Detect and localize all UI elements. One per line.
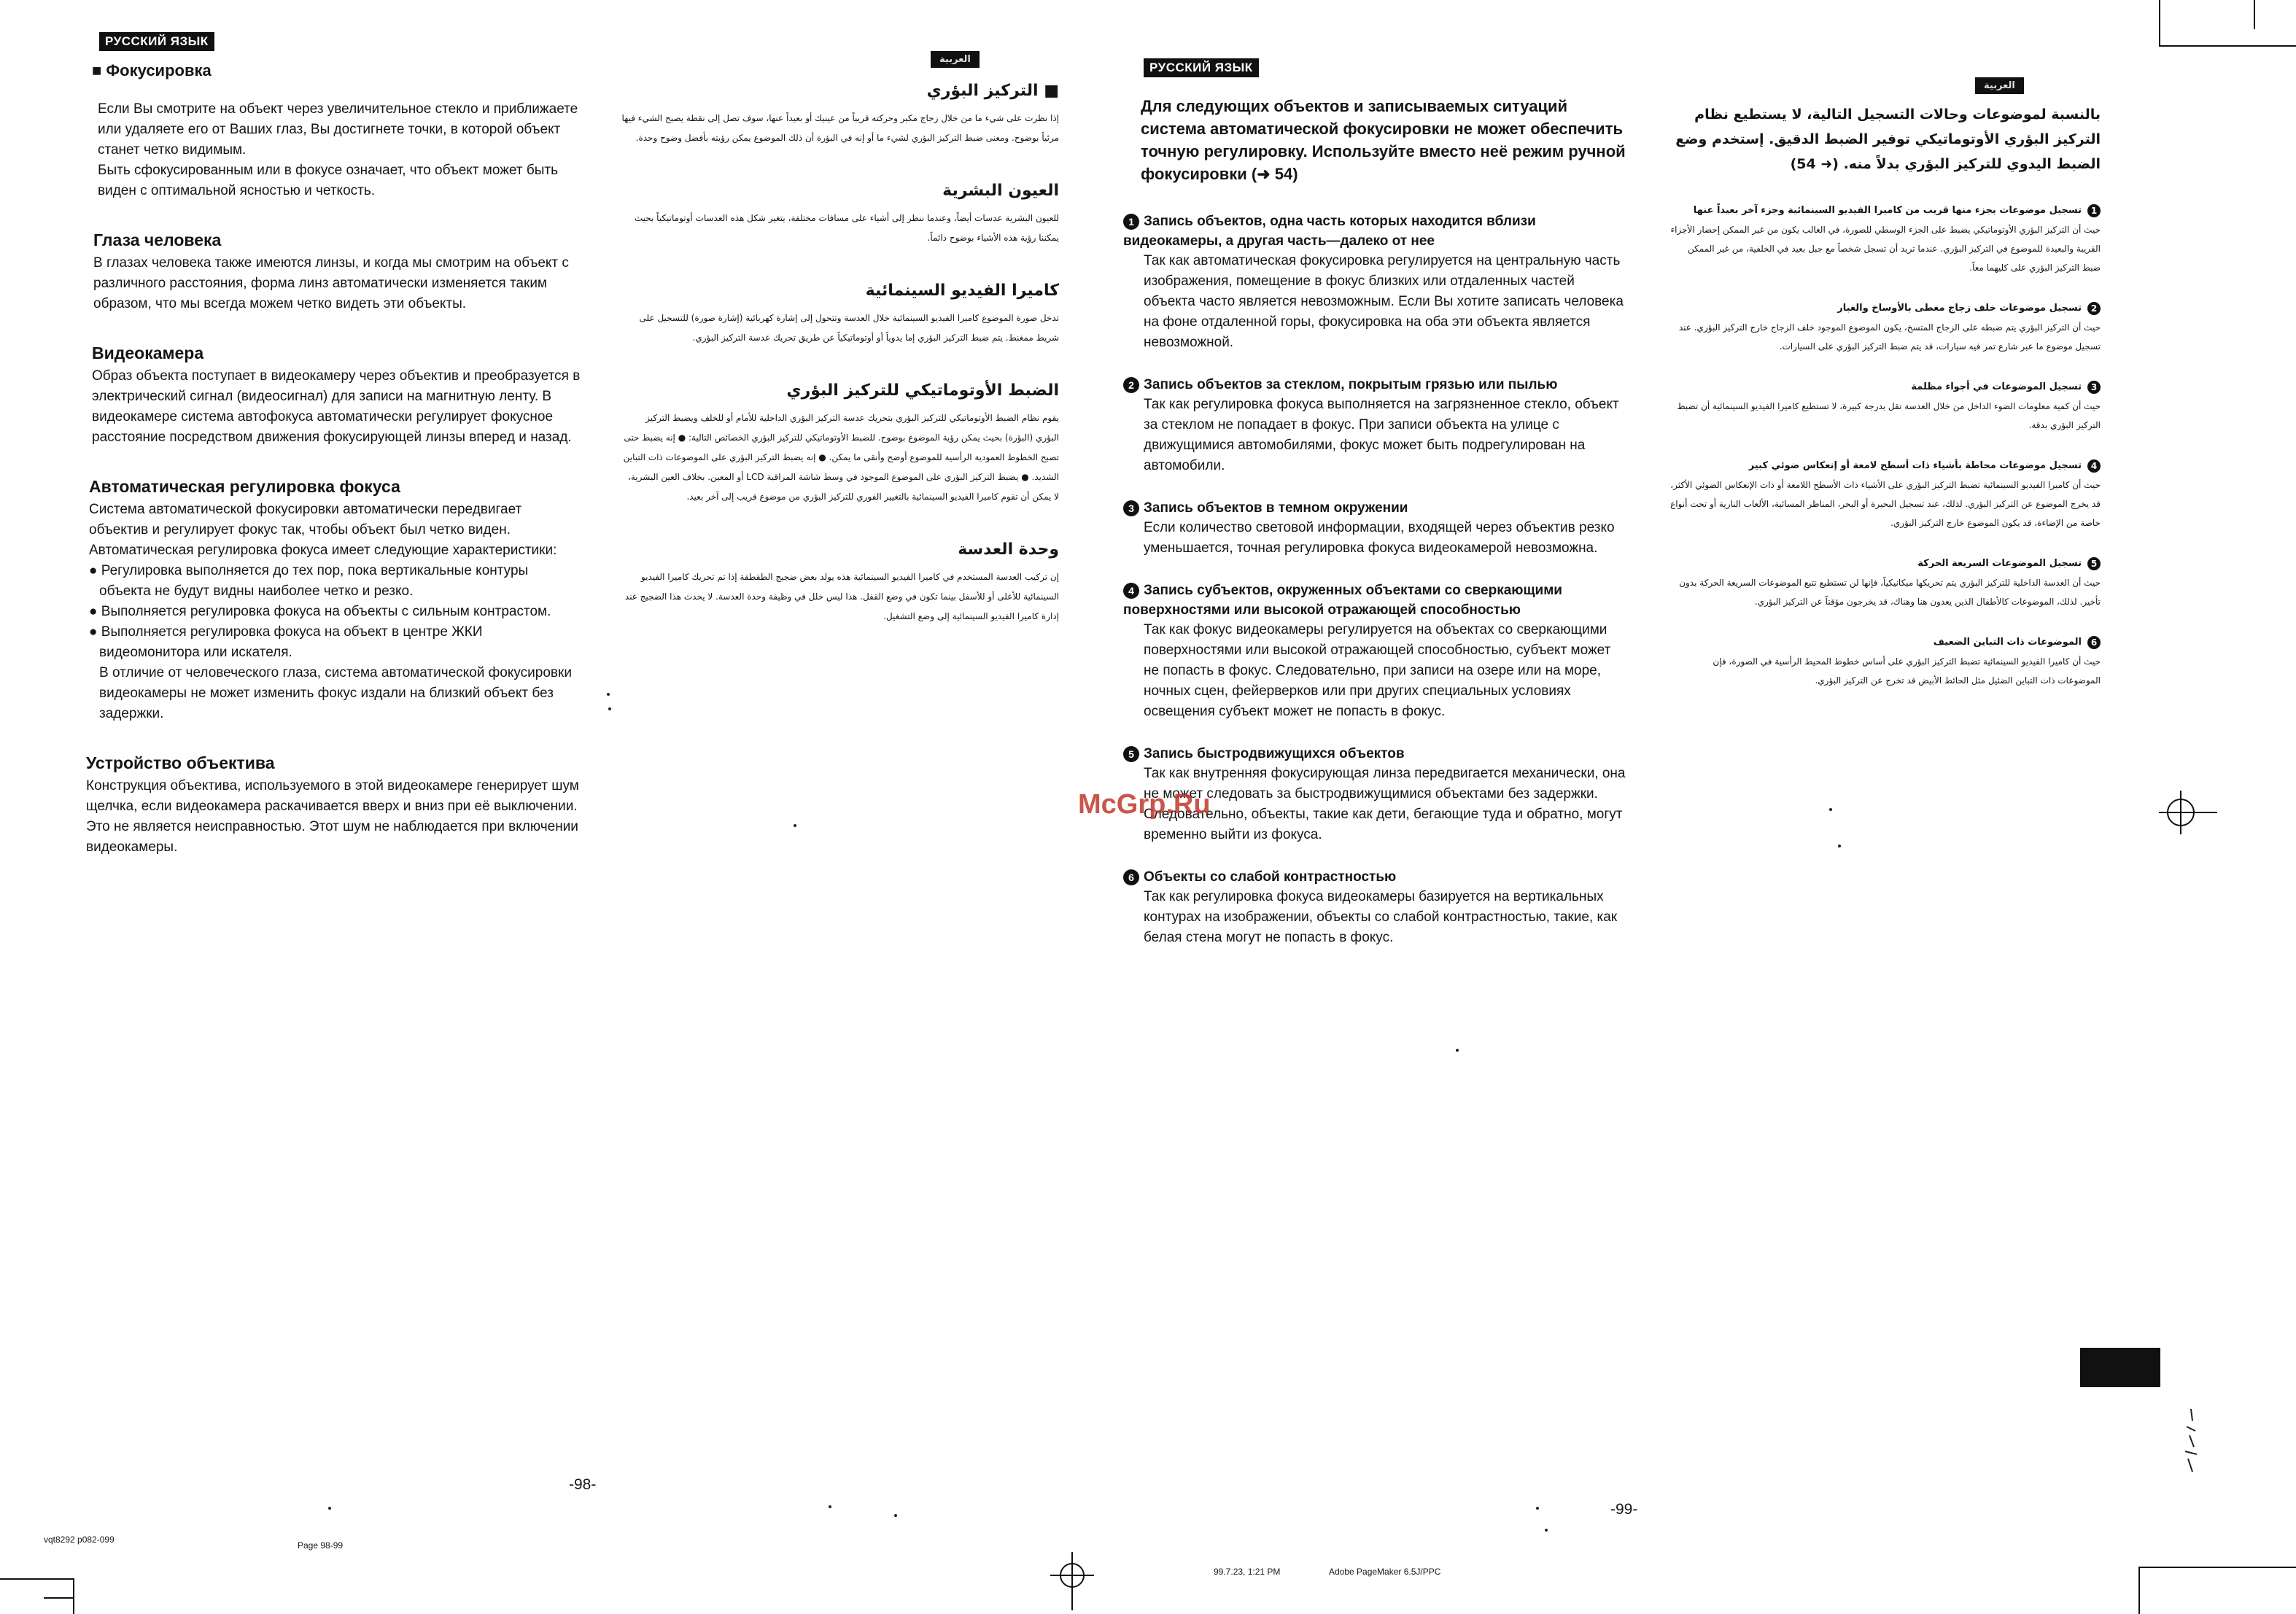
arabic-item-title-text: الموضوعات ذات التباين الضعيف [1933,637,2082,648]
arabic-list [1670,201,2101,690]
paragraph: Если Вы смотрите на объект через увеличительное стекло и приближаете или удаляете его от Ваших глаз, Вы достигнете точки, в которой объект станет четко видимым. [98,101,578,158]
timestamp: 99.7.23, 1:21 PM [1214,1567,1281,1577]
arabic-section [621,282,1059,348]
item-text: Так как регулировка фокуса видеокамеры базируется на вертикальных контурах на изображении, объекты со слабой контрастностью, такие, как белая стена могут не попасть в фокус. [1144,889,1618,945]
section-auto-focus [89,477,582,724]
list-item [1123,867,1626,948]
software-label: Adobe PageMaker 6.5J/PPC [1329,1567,1441,1577]
paragraph: Быть сфокусированным или в фокусе означает, что объект может быть виден с оптимальной ясностью и четкость. [98,163,558,198]
arabic-item-text: حيث أن العدسة الداخلية للتركيز البؤري يتم تحريكها ميكانيكياً، فإنها لن تستطيع تتبع الموضوعات السريعة الحركة بدون تأخير. لذلك، الموضوعات كالأطفال الذين يعدون هنا وهناك، قد يخرجون مؤقتاً عن التركيز البؤري. [1679,578,2101,607]
arabic-section [621,182,1059,248]
handwritten-mark [2176,1406,2206,1479]
speck [1829,808,1832,811]
crop-mark [2138,1567,2140,1614]
paragraph: Конструкция объектива, используемого в этой видеокамере генерирует шум щелчка, если видеокамера раскачивается вверх и вниз при её выключении. Это не является неисправностью. Этот шум не наблюдается при включении видеокамеры. [86,778,579,855]
item-text: Так как автоматическая фокусировка регулируется на центральную часть изображения, помещение в фокус близких или отдаленных частей объекта часто является невозможным. Если Вы хотите записать человека на фоне отдаленной горы, фокусировка на оба эти объекта является невозможной. [1144,253,1624,350]
arabic-item-title [1670,633,2101,652]
arabic-item-text: حيث أن كاميرا الفيديو السينمائية تضبط التركيز البؤري على الأشياء ذات الأسطح اللامعة أو ذات الإنعكاس الضوئي الأكثر، قد يخرج الموضوع عن التركيز البؤري. لذلك، عند تسجيل البحيرة أو البحر، المناظر المسائية، الألعاب النارية أو تحت أنواع خاصة من الإضاءة، قد يكون الموضوع خارج التركيز البؤري. [1670,480,2101,528]
speck [608,707,611,710]
page-label: Page 98-99 [298,1540,344,1551]
arabic-list-item [1670,457,2101,532]
speck [1456,1049,1459,1052]
paragraph: В глазах человека также имеются линзы, и когда мы смотрим на объект с различного расстояния, форма линз автоматически изменяется таким образом, что мы всегда можем четко видеть эти объекты. [93,255,569,311]
item-title [1123,581,1626,620]
left-russian-column [86,61,582,887]
arabic-item-title [1670,554,2101,573]
number-badge: 3 [1123,500,1139,516]
section-human-eyes [92,230,582,314]
arabic-item-text: حيث أن كمية معلومات الضوء الداخل من خلال العدسة تقل بدرجة كبيرة، لا تستطيع كاميرا الفيديو السينمائية أن تضبط التركيز البؤري بدقة. [1677,401,2101,430]
section-title: Автоматическая регулировка фокуса [89,477,400,496]
arabic-paragraph: إذا نظرت على شيء ما من خلال زجاج مكبر وحركته قريباً من عينيك أو بعيداً عنها، سوف تصل إلى نقطة يصبح الشيء فيها مرئياً بوضوح. ومعنى ضبط التركيز البؤري لشيء ما أو إنه في البؤرة أن ذلك الموضوع يمكن رؤيته بأفضل وضوح وحدة. [621,113,1059,143]
arabic-section-title: كاميرا الفيديو السينمائية [865,282,1059,300]
crop-mark [73,1578,74,1614]
arabic-list-item [1670,299,2101,356]
number-badge: 4 [2087,459,2101,473]
bullet-item: ● Выполняется регулировка фокуса на объекты с сильным контрастом. [89,604,551,619]
left-arabic-column [621,82,1059,660]
bullet-item: ● Выполняется регулировка фокуса на объект в центре ЖКИ видеомонитора или искателя. [89,624,483,660]
arabic-list-item [1670,554,2101,611]
language-tab-russian-right: РУССКИЙ ЯЗЫК [1144,58,1259,77]
bullet-item: ● Регулировка выполняется до тех пор, пока вертикальные контуры объекта не будут видны наиболее четко и резко. [89,563,529,599]
item-title-text: Запись объектов, одна часть которых находится вблизи видеокамеры, а другая часть—далеко от нее [1123,214,1536,249]
arabic-item-title-text: تسجيل الموضوعات السريعة الحركة [1917,558,2082,569]
crop-mark [2254,0,2255,29]
arabic-section [621,82,1059,148]
bullet-text: Регулировка выполняется до тех пор, пока вертикальные контуры объекта не будут видны наиболее четко и резко. [99,563,529,599]
right-arabic-column [1670,102,2101,712]
section-title: Глаза человека [93,230,222,249]
item-title-text: Запись объектов в темном окружении [1144,500,1408,516]
arabic-item-title-text: تسجيل موضوعات بجزء منها قريب من كاميرا الفيديو السينمائية وجزء آخر بعيداً عنها [1693,205,2082,216]
arabic-item-title-text: تسجيل موضوعات محاطة بأشياء ذات أسطح لامعة أو إنعكاس ضوئي كبير [1748,460,2082,471]
section-title: Устройство объектива [86,753,275,772]
language-tab-arabic-left: العربية [931,51,980,68]
arabic-item-text: حيث أن التركيز البؤري الأوتوماتيكي يضبط على الجزء الوسطي للصورة، في الغالب يكون من غير الممكن إحضار الأجزاء القريبة والبعيدة للموضوع في التركيز البؤري. عندما تريد أن تسجل شخصاً مع جبل بعيد في الخلفية، من غير الممكن ضبط التركيز البؤري على كليهما معاً. [1670,225,2101,273]
section-lens-unit [86,753,582,858]
item-text: Если количество световой информации, входящей через объектив резко уменьшается, точная регулировка фокуса видеокамерой невозможна. [1144,520,1615,556]
list-item [1123,498,1626,559]
speck [794,824,796,827]
section-index-tab [2080,1348,2160,1387]
item-text: Так как внутренняя фокусирующая линза передвигается механически, она не может следовать за быстродвижущимися объектами без задержки. Следовательно, объекты, такие как дети, бегающие туда и обратно, могут временно выйти из фокуса. [1144,766,1626,842]
item-text: Так как фокус видеокамеры регулируется на объектах со сверкающими поверхностями или высокой отражающей способностью, субъект может не попасть в фокус. Следовательно, при записи на озере или на море, ночных сцен, фейерверков или при других специальных условиях освещения субъект может не попасть в фокус. [1144,622,1611,719]
page-number-left: -98- [569,1476,597,1493]
speck [829,1505,831,1508]
item-title-text: Запись объектов за стеклом, покрытым грязью или пылью [1144,377,1558,392]
speck [1536,1507,1539,1510]
section-videocamera [92,344,582,448]
paragraph: В отличие от человеческого глаза, система автоматической фокусировки видеокамеры не может изменить фокус издали на близкий объект без задержки. [99,665,572,721]
speck [1838,845,1841,847]
number-badge: 3 [2087,381,2101,394]
item-title [1123,212,1626,251]
item-title [1123,498,1626,518]
arabic-section-title: العيون البشرية [942,182,1059,200]
speck [894,1514,897,1517]
right-russian-column [1123,95,1626,970]
arabic-item-text: حيث أن كاميرا الفيديو السينمائية تضبط التركيز البؤري على أساس خطوط المحيط الرأسية في الصورة، فإن الموضوعات ذات التباين الضئيل مثل الحائط الأبيض قد تخرج عن التركيز البؤري. [1713,656,2101,686]
crop-mark [44,1597,73,1599]
number-badge: 5 [2087,557,2101,570]
item-title [1123,867,1626,887]
crop-mark [2138,1567,2296,1568]
file-code: vqt8292 p082-099 [44,1535,115,1545]
item-text: Так как регулировка фокуса выполняется на загрязненное стекло, объект за стеклом не попадает в фокус. При записи объекта на улице с движущимися автомобилями, фокус может быть подрегулирован на автомобили. [1144,397,1619,473]
item-title-text: Запись субъектов, окруженных объектами со сверкающими поверхностями или высокой отражающей способностью [1123,583,1562,618]
number-badge: 2 [1123,377,1139,393]
arabic-item-text: حيث أن التركيز البؤري يتم ضبطه على الزجاج المتسخ، يكون الموضوع الموجود خلف الزجاج خارج التركيز البؤري. عند تسجيل موضوع ما عبر شارع تمر فيه سيارات، قد يتم ضبط التركيز البؤري على السيارات. [1678,322,2101,352]
speck [1545,1529,1548,1532]
arabic-item-title-text: تسجيل الموضوعات في أجواء مظلمة [1911,381,2082,392]
paragraph: Система автоматической фокусировки автоматически передвигает объектив и регулирует фокус так, чтобы объект был четко виден. [89,502,522,538]
number-badge: 4 [1123,583,1139,599]
page-number-right: -99- [1610,1501,1638,1518]
arabic-paragraph: إن تركيب العدسة المستخدم في كاميرا الفيديو السينمائية هذه يولد بعض ضجيج الطقطقة إذا تم تحريك كاميرا الفيديو السينمائية للأعلى أو للأسفل بينما تكون في وضع القفل. هذا ليس خلل في وظيفة وحدة العدسة. لا يحدث هذا الضجيج عند إدارة كاميرا الفيديو السينمائية إلى وضع التشغيل. [624,572,1059,621]
item-title-text: Запись быстродвижущихся объектов [1144,746,1405,761]
arabic-paragraph: يقوم نظام الضبط الأوتوماتيكي للتركيز البؤري بتحريك عدسة التركيز البؤري الداخلية للأمام أو للخلف ويضبط التركيز البؤري (البؤرة) بحيث يمكن رؤية الموضوع بوضوح. للضبط الأوتوماتيكي للتركيز البؤري الخصائص التالية: ● إنه يضبط حتى تصبح الخطوط العمودية الرأسية للموضوع أوضح وأنقى ما يمكن. ● إنه يضبط التركيز البؤري على الموضوعات ذات التباين الشديد. ● يضبط التركيز البؤري على الموضوع الموجود في وسط شاشة المراقبة LCD أو المعين. بخلاف العين البشرية، لا يمكن أن تقوم كاميرا الفيديو السينمائية بالتغيير الفوري للتركيز البؤري من موضوع قريب إلى آخر بعيد. [623,413,1059,502]
arabic-section-title: ■ التركيز البؤري [926,82,1059,100]
arabic-section [621,540,1059,626]
list-item [1123,212,1626,353]
section-title: ■ Фокусировка [92,61,212,79]
crop-mark [2159,0,2160,45]
bullet-text: Выполняется регулировка фокуса на объект в центре ЖКИ видеомонитора или искателя. [99,624,483,660]
arabic-item-title [1670,201,2101,220]
crop-mark [0,1578,73,1580]
number-badge: 1 [1123,214,1139,230]
number-badge: 6 [1123,869,1139,885]
arabic-list-item [1670,201,2101,277]
item-title-text: Объекты со слабой контрастностью [1144,869,1397,885]
speck [607,693,610,696]
number-badge: 6 [2087,636,2101,649]
arabic-section-title: الضبط الأوتوماتيكي للتركيز البؤري [786,381,1059,400]
arabic-paragraph: تدخل صورة الموضوع كاميرا الفيديو السينمائية خلال العدسة وتتحول إلى إشارة كهربائية (إشارة صورة) للتسجيل على شريط ممغنط. يتم ضبط التركيز البؤري إما يدوياً أو أوتوماتيكياً عن طريق تحريك عدسة التركيز البؤري. [639,313,1059,343]
crop-mark [2159,45,2296,47]
registration-mark-right [2159,791,2217,834]
arabic-item-title [1670,299,2101,318]
section-title: Видеокамера [92,344,204,362]
list-item [1123,581,1626,722]
language-tab-arabic-right: العربية [1975,77,2024,94]
paragraph: Автоматическая регулировка фокуса имеет следующие характеристики: [89,543,557,558]
arabic-item-title-text: تسجيل موضوعات خلف زجاج مغطى بالأوساخ والغبار [1837,303,2082,314]
arabic-item-title [1670,378,2101,397]
arabic-paragraph: للعيون البشرية عدسات أيضاً، وعندما ننظر إلى أشياء على مسافات مختلفة، يتغير شكل هذه العدسات أوتوماتيكياً بحيث يمكننا رؤية هذه الأشياء بوضوح دائماً. [634,213,1059,243]
arabic-list-item [1670,633,2101,690]
language-tab-russian-left: РУССКИЙ ЯЗЫК [99,32,214,51]
speck [328,1507,331,1510]
number-badge: 2 [2087,302,2101,315]
paragraph: Образ объекта поступает в видеокамеру через объектив и преобразуется в электрический сигнал (видеосигнал) для записи на магнитную ленту. В видеокамере система автофокуса автоматически регулирует фокусное расстояние посредством движения фокусирующей линзы вперед и назад. [92,368,581,445]
registration-mark-bottom [1050,1552,1094,1610]
number-badge: 1 [2087,204,2101,217]
watermark: McGrp.Ru [1078,789,1211,820]
bullet-text: Выполняется регулировка фокуса на объекты с сильным контрастом. [101,604,551,619]
list-item [1123,375,1626,476]
arabic-section-title: وحدة العدسة [958,540,1059,559]
number-badge: 5 [1123,746,1139,762]
arabic-item-title [1670,457,2101,476]
item-title [1123,375,1626,395]
item-title [1123,744,1626,764]
lead-text: Для следующих объектов и записываемых ситуаций система автоматической фокусировки не может обеспечить точную регулировку. Используйте вместо неё режим ручной фокусировки (➜ 54) [1141,97,1626,183]
arabic-section [621,381,1059,507]
section-focusing [92,61,582,201]
arabic-lead-text: بالنسبة لموضوعات وحالات التسجيل التالية، لا يستطيع نظام التركيز البؤري الأوتوماتيكي توفير الضبط الدقيق. إستخدم وضع الضبط اليدوي للتركيز البؤري بدلاً منه. (➜ 54) [1675,106,2101,172]
arabic-list-item [1670,378,2101,435]
